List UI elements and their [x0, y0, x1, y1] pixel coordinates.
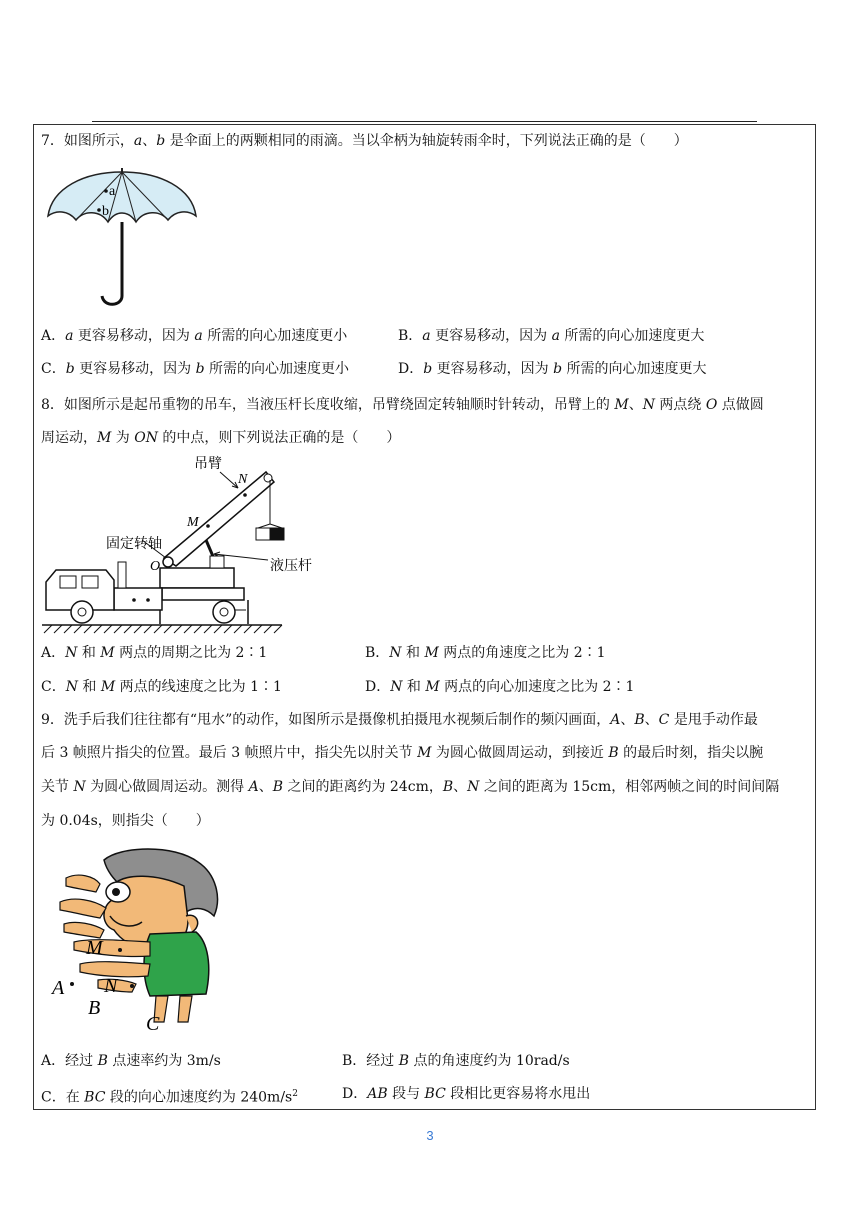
q7-option-b: B．a 更容易移动，因为 a 所需的向心加速度更大 [398, 328, 705, 344]
q8-stem-line1: 8．如图所示是起吊重物的吊车，当液压杆长度收缩，吊臂绕固定转轴顺时针转动，吊臂上的 M、N 两点绕 O 点做圆 [41, 397, 764, 413]
hand-label-A: A [52, 977, 65, 999]
q8-option-b: B．N 和 M 两点的角速度之比为 2∶1 [365, 645, 606, 661]
crane-figure [42, 452, 312, 636]
crane-label-N: N [238, 472, 248, 487]
page-number: 3 [426, 1128, 434, 1143]
crane-label-M: M [187, 515, 199, 530]
hand-label-N: N [104, 975, 118, 997]
q7-option-c: C．b 更容易移动，因为 b 所需的向心加速度更小 [41, 361, 350, 377]
hand-label-C: C [146, 1013, 160, 1035]
header-rule [92, 121, 757, 122]
q9-stem-line4: 为 0.04s，则指尖（ ） [41, 813, 210, 829]
hand-shaking-figure [46, 846, 226, 1036]
q9-option-c: C．在 BC 段的向心加速度约为 $240m/s^2$ [41, 1089, 298, 1106]
q9-stem-line2: 后 3 帧照片指尖的位置。最后 3 帧照片中，指尖先以肘关节 M 为圆心做圆周运动，到接近 B 的最后时刻，指尖以腕 [41, 745, 764, 761]
hand-label-B: B [88, 997, 101, 1019]
q7-option-d: D．b 更容易移动，因为 b 所需的向心加速度更大 [398, 361, 707, 377]
umbrella-handle [102, 296, 122, 304]
q8-option-c: C．N 和 M 两点的线速度之比为 1∶1 [41, 679, 282, 695]
crane-label-axis: 固定转轴 [106, 536, 162, 552]
umbrella-canopy [48, 172, 196, 222]
q9-option-b: B．经过 B 点的角速度约为 10rad/s [342, 1053, 570, 1069]
q9-option-a: A．经过 B 点速率约为 3m/s [41, 1053, 221, 1069]
q9-stem-line1: 9．洗手后我们往往都有“甩水”的动作，如图所示是摄像机拍摄甩水视频后制作的频闪画面，A、B、C 是甩手动作最 [41, 712, 758, 728]
hand-label-M: M [86, 937, 103, 959]
cartoon-shirt [144, 932, 209, 996]
crane-label-O: O [150, 559, 161, 574]
q8-option-d: D．N 和 M 两点的向心加速度之比为 2∶1 [365, 679, 635, 695]
q7-option-a: A．a 更容易移动，因为 a 所需的向心加速度更小 [41, 328, 348, 344]
crane-label-arm: 吊臂 [194, 456, 222, 472]
q8-option-a: A．N 和 M 两点的周期之比为 2∶1 [41, 645, 268, 661]
q8-stem-line2: 周运动，M 为 ON 的中点，则下列说法正确的是（ ） [41, 430, 401, 446]
q9-stem-line3: 关节 N 为圆心做圆周运动。测得 A、B 之间的距离约为 24cm，B、N 之间的距离为 15cm，相邻两帧之间的时间间隔 [41, 779, 780, 795]
umbrella-figure [44, 168, 200, 310]
crane-label-rod: 液压杆 [270, 558, 312, 574]
umbrella-label-b: b [102, 204, 109, 219]
q9-option-d: D．AB 段与 BC 段相比更容易将水甩出 [342, 1086, 591, 1102]
umbrella-label-a: a [109, 184, 116, 199]
q7-stem: 7．如图所示，a、b 是伞面上的两颗相同的雨滴。当以伞柄为轴旋转雨伞时，下列说法正确的是（ ） [41, 133, 688, 149]
